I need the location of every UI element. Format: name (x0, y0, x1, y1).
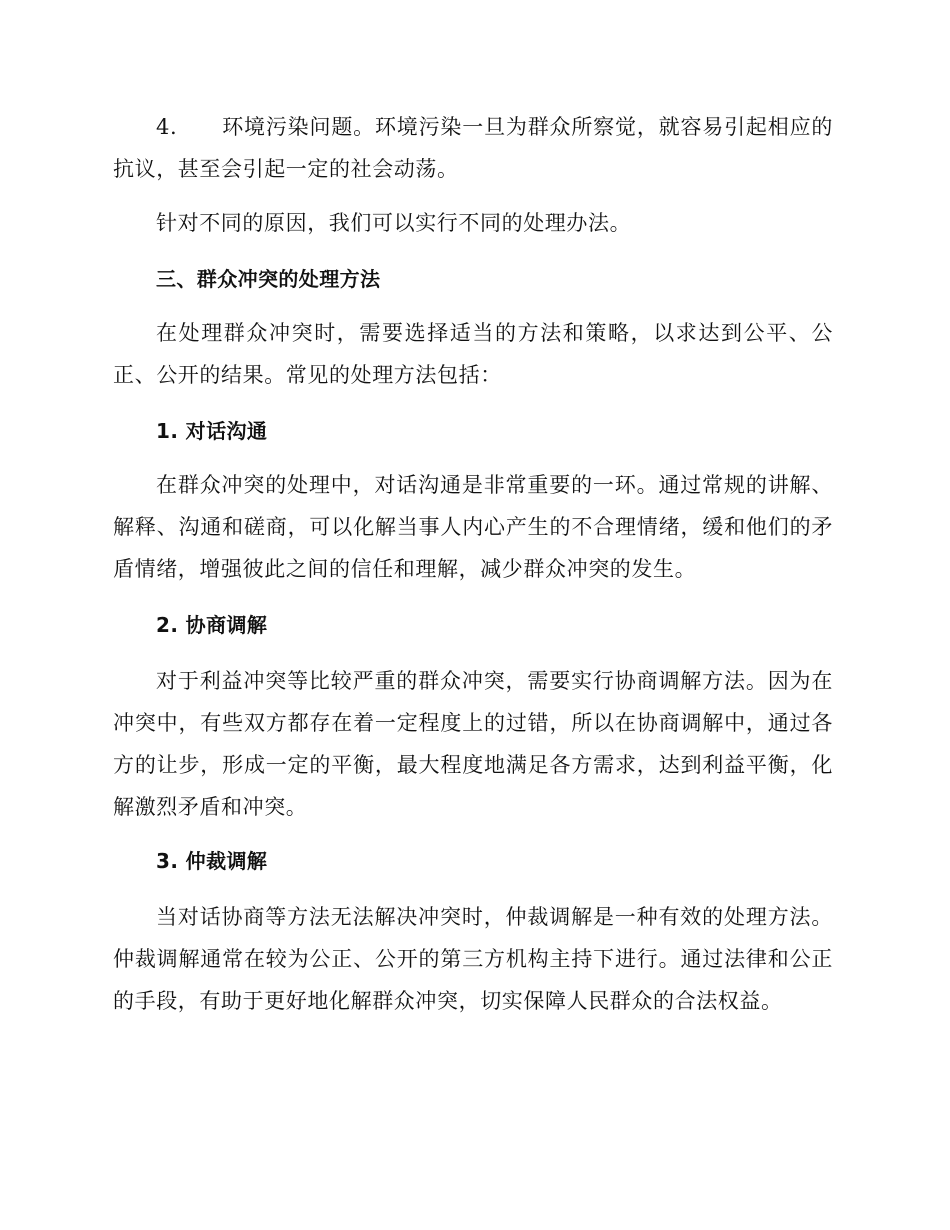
method-3-heading: 3. 仲裁调解 (156, 849, 268, 873)
method-1-paragraph: 在群众冲突的处理中，对话沟通是非常重要的一环。通过常规的讲解、解释、沟通和磋商，可以化解当事人内心产生的不合理情绪，缓和他们的矛盾情绪，增强彼此之间的信任和理解，减少群众冲突的发生。 (113, 473, 833, 581)
method-2-paragraph: 对于利益冲突等比较严重的群众冲突，需要实行协商调解方法。因为在冲突中，有些双方都存在着一定程度上的过错，所以在协商调解中，通过各方的让步，形成一定的平衡，最大程度地满足各方需求，达到利益平衡，化解激烈矛盾和冲突。 (113, 669, 833, 819)
list-item-number: 4. (156, 115, 178, 139)
method-1-heading: 1. 对话沟通 (156, 419, 268, 443)
section-3-intro-paragraph: 在处理群众冲突时，需要选择适当的方法和策略，以求达到公平、公正、公开的结果。常见的处理方法包括： (113, 321, 833, 387)
section-heading-3: 三、群众冲突的处理方法 (156, 267, 381, 291)
list-item-text: 环境污染问题。环境污染一旦为群众所察觉，就容易引起相应的抗议，甚至会引起一定的社会动荡。 (113, 115, 833, 181)
list-item-4 (113, 106, 833, 190)
paragraph-intro: 针对不同的原因，我们可以实行不同的处理办法。 (156, 211, 632, 235)
method-3-paragraph: 当对话协商等方法无法解决冲突时，仲裁调解是一种有效的处理方法。仲裁调解通常在较为公正、公开的第三方机构主持下进行。通过法律和公正的手段，有助于更好地化解群众冲突，切实保障人民群众的合法权益。 (113, 905, 833, 1013)
method-2-heading: 2. 协商调解 (156, 613, 268, 637)
